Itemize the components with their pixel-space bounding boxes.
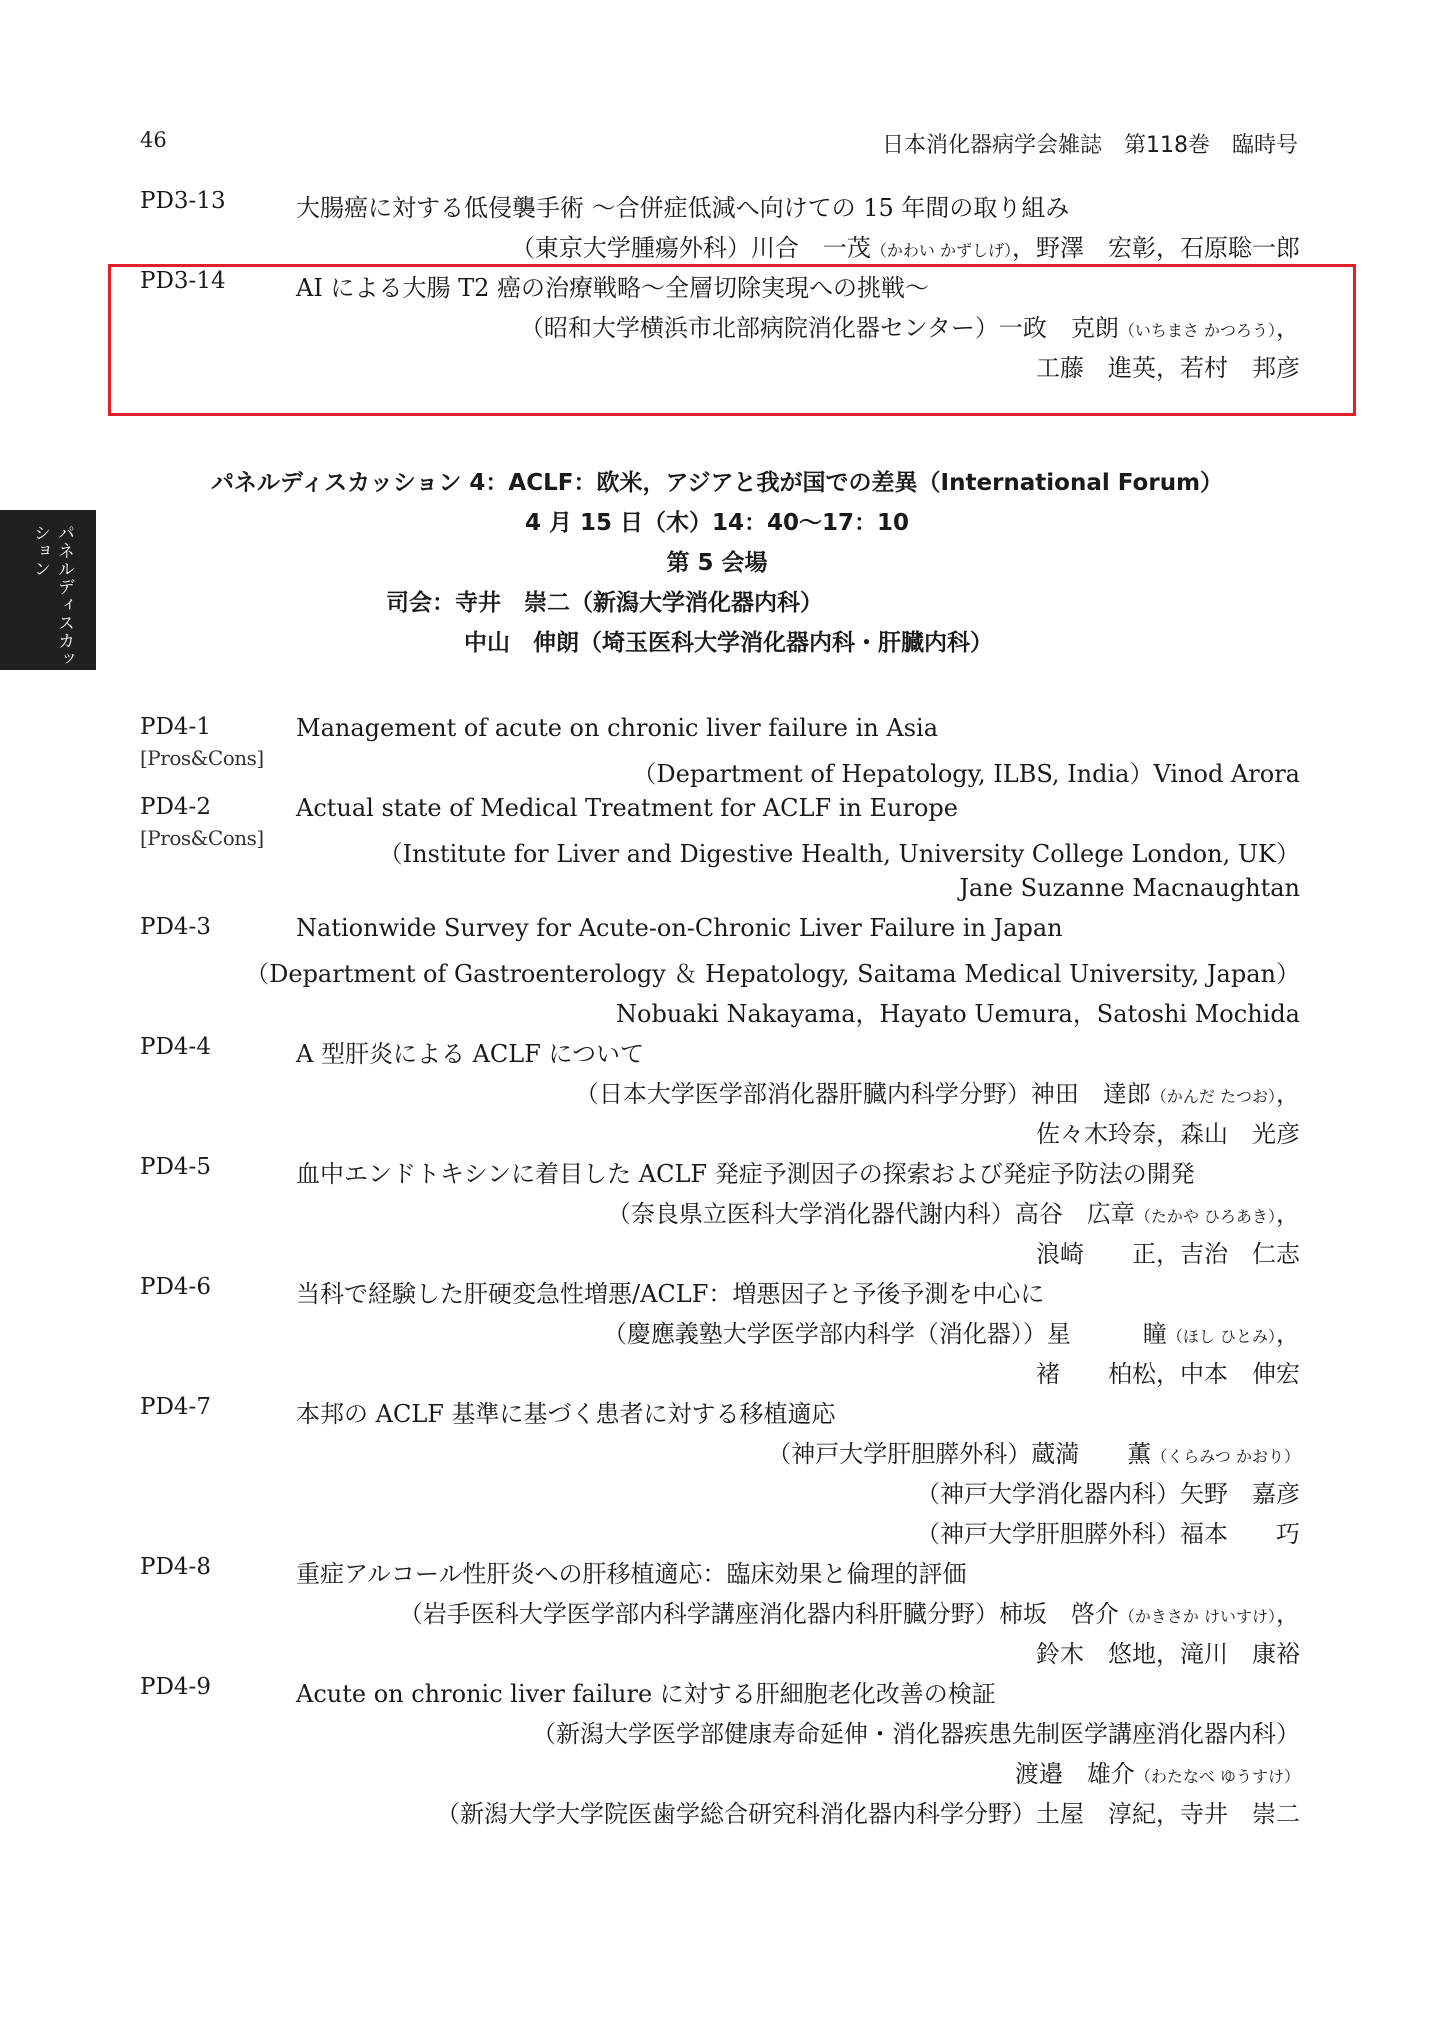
- session-title: パネルディスカッション 4：ACLF：欧米，アジアと我が国での差異（International Forum）: [210, 470, 1224, 496]
- author-line: [916, 1514, 1300, 1549]
- author-text: 鈴木 悠地，滝川 康裕: [1036, 1640, 1300, 1668]
- name-reading: （いちまさ かつろう）: [1118, 321, 1276, 340]
- author-text: （Department of Gastroenterology ＆ Hepatology, Saitama Medical University, Japan）: [245, 960, 1300, 988]
- name-reading: （かきさか けいすけ）: [1118, 1607, 1276, 1626]
- session-venue: 第 5 会場: [666, 550, 768, 576]
- author-text-after: ，: [1276, 1080, 1300, 1108]
- author-line: [603, 1314, 1300, 1349]
- entry-code: PD4-3: [140, 914, 211, 940]
- author-text: （東京大学腫瘍外科）川合 一茂: [510, 234, 871, 262]
- author-text: Jane Suzanne Macnaughtan: [959, 874, 1300, 902]
- author-text-after: ，: [1276, 1320, 1300, 1348]
- author-line: [959, 874, 1300, 902]
- name-reading: （ほし ひとみ）: [1166, 1327, 1276, 1346]
- author-line: [532, 1714, 1300, 1749]
- author-line: [1036, 1634, 1300, 1669]
- author-line: [1036, 1234, 1300, 1269]
- entry-title: Management of acute on chronic liver failure in Asia: [296, 714, 939, 742]
- entry-title: 重症アルコール性肝炎への肝移植適応：臨床効果と倫理的評価: [296, 1560, 967, 1588]
- entry-code: PD4-5: [140, 1154, 211, 1180]
- author-text: （Institute for Liver and Digestive Health, University College London, UK）: [378, 840, 1300, 868]
- author-text: Nobuaki Nakayama，Hayato Uemura，Satoshi Mochida: [616, 1000, 1300, 1028]
- author-line: [1036, 348, 1300, 383]
- author-text: （岩手医科大学医学部内科学講座消化器内科肝臓分野）柿坂 啓介: [398, 1600, 1119, 1628]
- author-text: （日本大学医学部消化器肝臓内科学分野）神田 達郎: [574, 1080, 1151, 1108]
- chair-label: 司会：: [386, 590, 455, 616]
- author-text: （新潟大学大学院医歯学総合研究科消化器内科学分野）土屋 淳紀，寺井 崇二: [436, 1800, 1300, 1828]
- section-side-tab: パネルディスカッション: [0, 510, 96, 670]
- entry-code: PD4-7: [140, 1394, 211, 1420]
- entry-code: PD3-14: [140, 268, 226, 294]
- author-line: [399, 1594, 1300, 1629]
- entry-code: PD4-1: [140, 714, 211, 740]
- author-line: [616, 994, 1300, 1029]
- author-text: （昭和大学横浜市北部病院消化器センター）一政 克朗: [519, 314, 1119, 342]
- author-text-after: ，野澤 宏彰，石原聡一郎: [1012, 234, 1300, 262]
- name-reading: （たかや ひろあき）: [1134, 1207, 1276, 1226]
- author-text: 渡邉 雄介: [1014, 1760, 1135, 1788]
- name-reading: （くらみつ かおり）: [1151, 1447, 1300, 1466]
- author-line: [1036, 1114, 1300, 1149]
- author-line: [1036, 1354, 1300, 1389]
- author-line: [1015, 1754, 1300, 1789]
- entry-title: Acute on chronic liver failure に対する肝細胞老化改善の検証: [296, 1680, 996, 1708]
- author-line: [575, 1074, 1300, 1109]
- chair-1: 寺井 崇二（新潟大学消化器内科）: [455, 590, 823, 616]
- author-text: （新潟大学医学部健康寿命延伸・消化器疾患先制医学講座消化器内科）: [532, 1720, 1300, 1748]
- author-text-after: ，: [1276, 314, 1300, 342]
- author-line: [245, 954, 1300, 989]
- entry-title: A 型肝炎による ACLF について: [296, 1040, 645, 1068]
- entry-code: PD3-13: [140, 188, 226, 214]
- author-text: （神戸大学消化器内科）矢野 嘉彦: [916, 1480, 1300, 1508]
- entry-tag: [Pros&Cons]: [140, 746, 264, 770]
- author-text: （神戸大学肝胆膵外科）蔵満 薫: [767, 1440, 1152, 1468]
- author-line: [916, 1474, 1300, 1509]
- journal-title: 日本消化器病学会雑誌 第118巻 臨時号: [882, 133, 1298, 158]
- author-text: 浪崎 正，吉治 仁志: [1036, 1240, 1300, 1268]
- entry-code: PD4-2: [140, 794, 211, 820]
- chair-line-1: [386, 584, 823, 617]
- name-reading: （かわい かずしげ）: [870, 241, 1012, 260]
- name-reading: （わたなべ ゆうすけ）: [1134, 1767, 1300, 1786]
- author-line: [632, 754, 1300, 789]
- entry-title: AI による大腸 T2 癌の治療戦略～全層切除実現への挑戦～: [296, 274, 929, 302]
- author-line: [511, 228, 1300, 263]
- entry-title: 血中エンドトキシンに着目した ACLF 発症予測因子の探索および発症予防法の開発: [296, 1160, 1195, 1188]
- author-text: （神戸大学肝胆膵外科）福本 巧: [916, 1520, 1300, 1548]
- author-line: [767, 1434, 1300, 1469]
- entry-code: PD4-9: [140, 1674, 211, 1700]
- entry-title: Nationwide Survey for Acute-on-Chronic Liver Failure in Japan: [296, 914, 1063, 942]
- author-text-after: ，: [1276, 1600, 1300, 1628]
- author-line: [520, 308, 1300, 343]
- author-text: 褚 柏松，中本 伸宏: [1036, 1360, 1300, 1388]
- author-text: 佐々木玲奈，森山 光彦: [1036, 1120, 1300, 1148]
- entry-title: 大腸癌に対する低侵襲手術 ～合併症低減へ向けての 15 年間の取り組み: [296, 194, 1070, 222]
- author-text: （奈良県立医科大学消化器代謝内科）高谷 広章: [606, 1200, 1135, 1228]
- page-number: 46: [140, 128, 167, 152]
- author-line: [607, 1194, 1300, 1229]
- entry-code: PD4-6: [140, 1274, 211, 1300]
- author-text: （慶應義塾大学医学部内科学（消化器））星 瞳: [602, 1320, 1167, 1348]
- entry-title: 当科で経験した肝硬変急性増悪/ACLF：増悪因子と予後予測を中心に: [296, 1280, 1045, 1308]
- author-line: [436, 1794, 1300, 1829]
- entry-title: 本邦の ACLF 基準に基づく患者に対する移植適応: [296, 1400, 836, 1428]
- author-text: （Department of Hepatology, ILBS, India）Vinod Arora: [632, 760, 1300, 788]
- chair-2: 中山 伸朗（埼玉医科大学消化器内科・肝臓内科）: [464, 630, 993, 656]
- author-text: 工藤 進英，若村 邦彦: [1036, 354, 1300, 382]
- name-reading: （かんだ たつお）: [1150, 1087, 1276, 1106]
- entry-tag: [Pros&Cons]: [140, 826, 264, 850]
- session-date: 4 月 15 日（木）14：40～17：10: [524, 510, 910, 536]
- author-line: [379, 834, 1300, 869]
- entry-title: Actual state of Medical Treatment for ACLF in Europe: [296, 794, 958, 822]
- entry-code: PD4-4: [140, 1034, 211, 1060]
- entry-code: PD4-8: [140, 1554, 211, 1580]
- author-text-after: ，: [1276, 1200, 1300, 1228]
